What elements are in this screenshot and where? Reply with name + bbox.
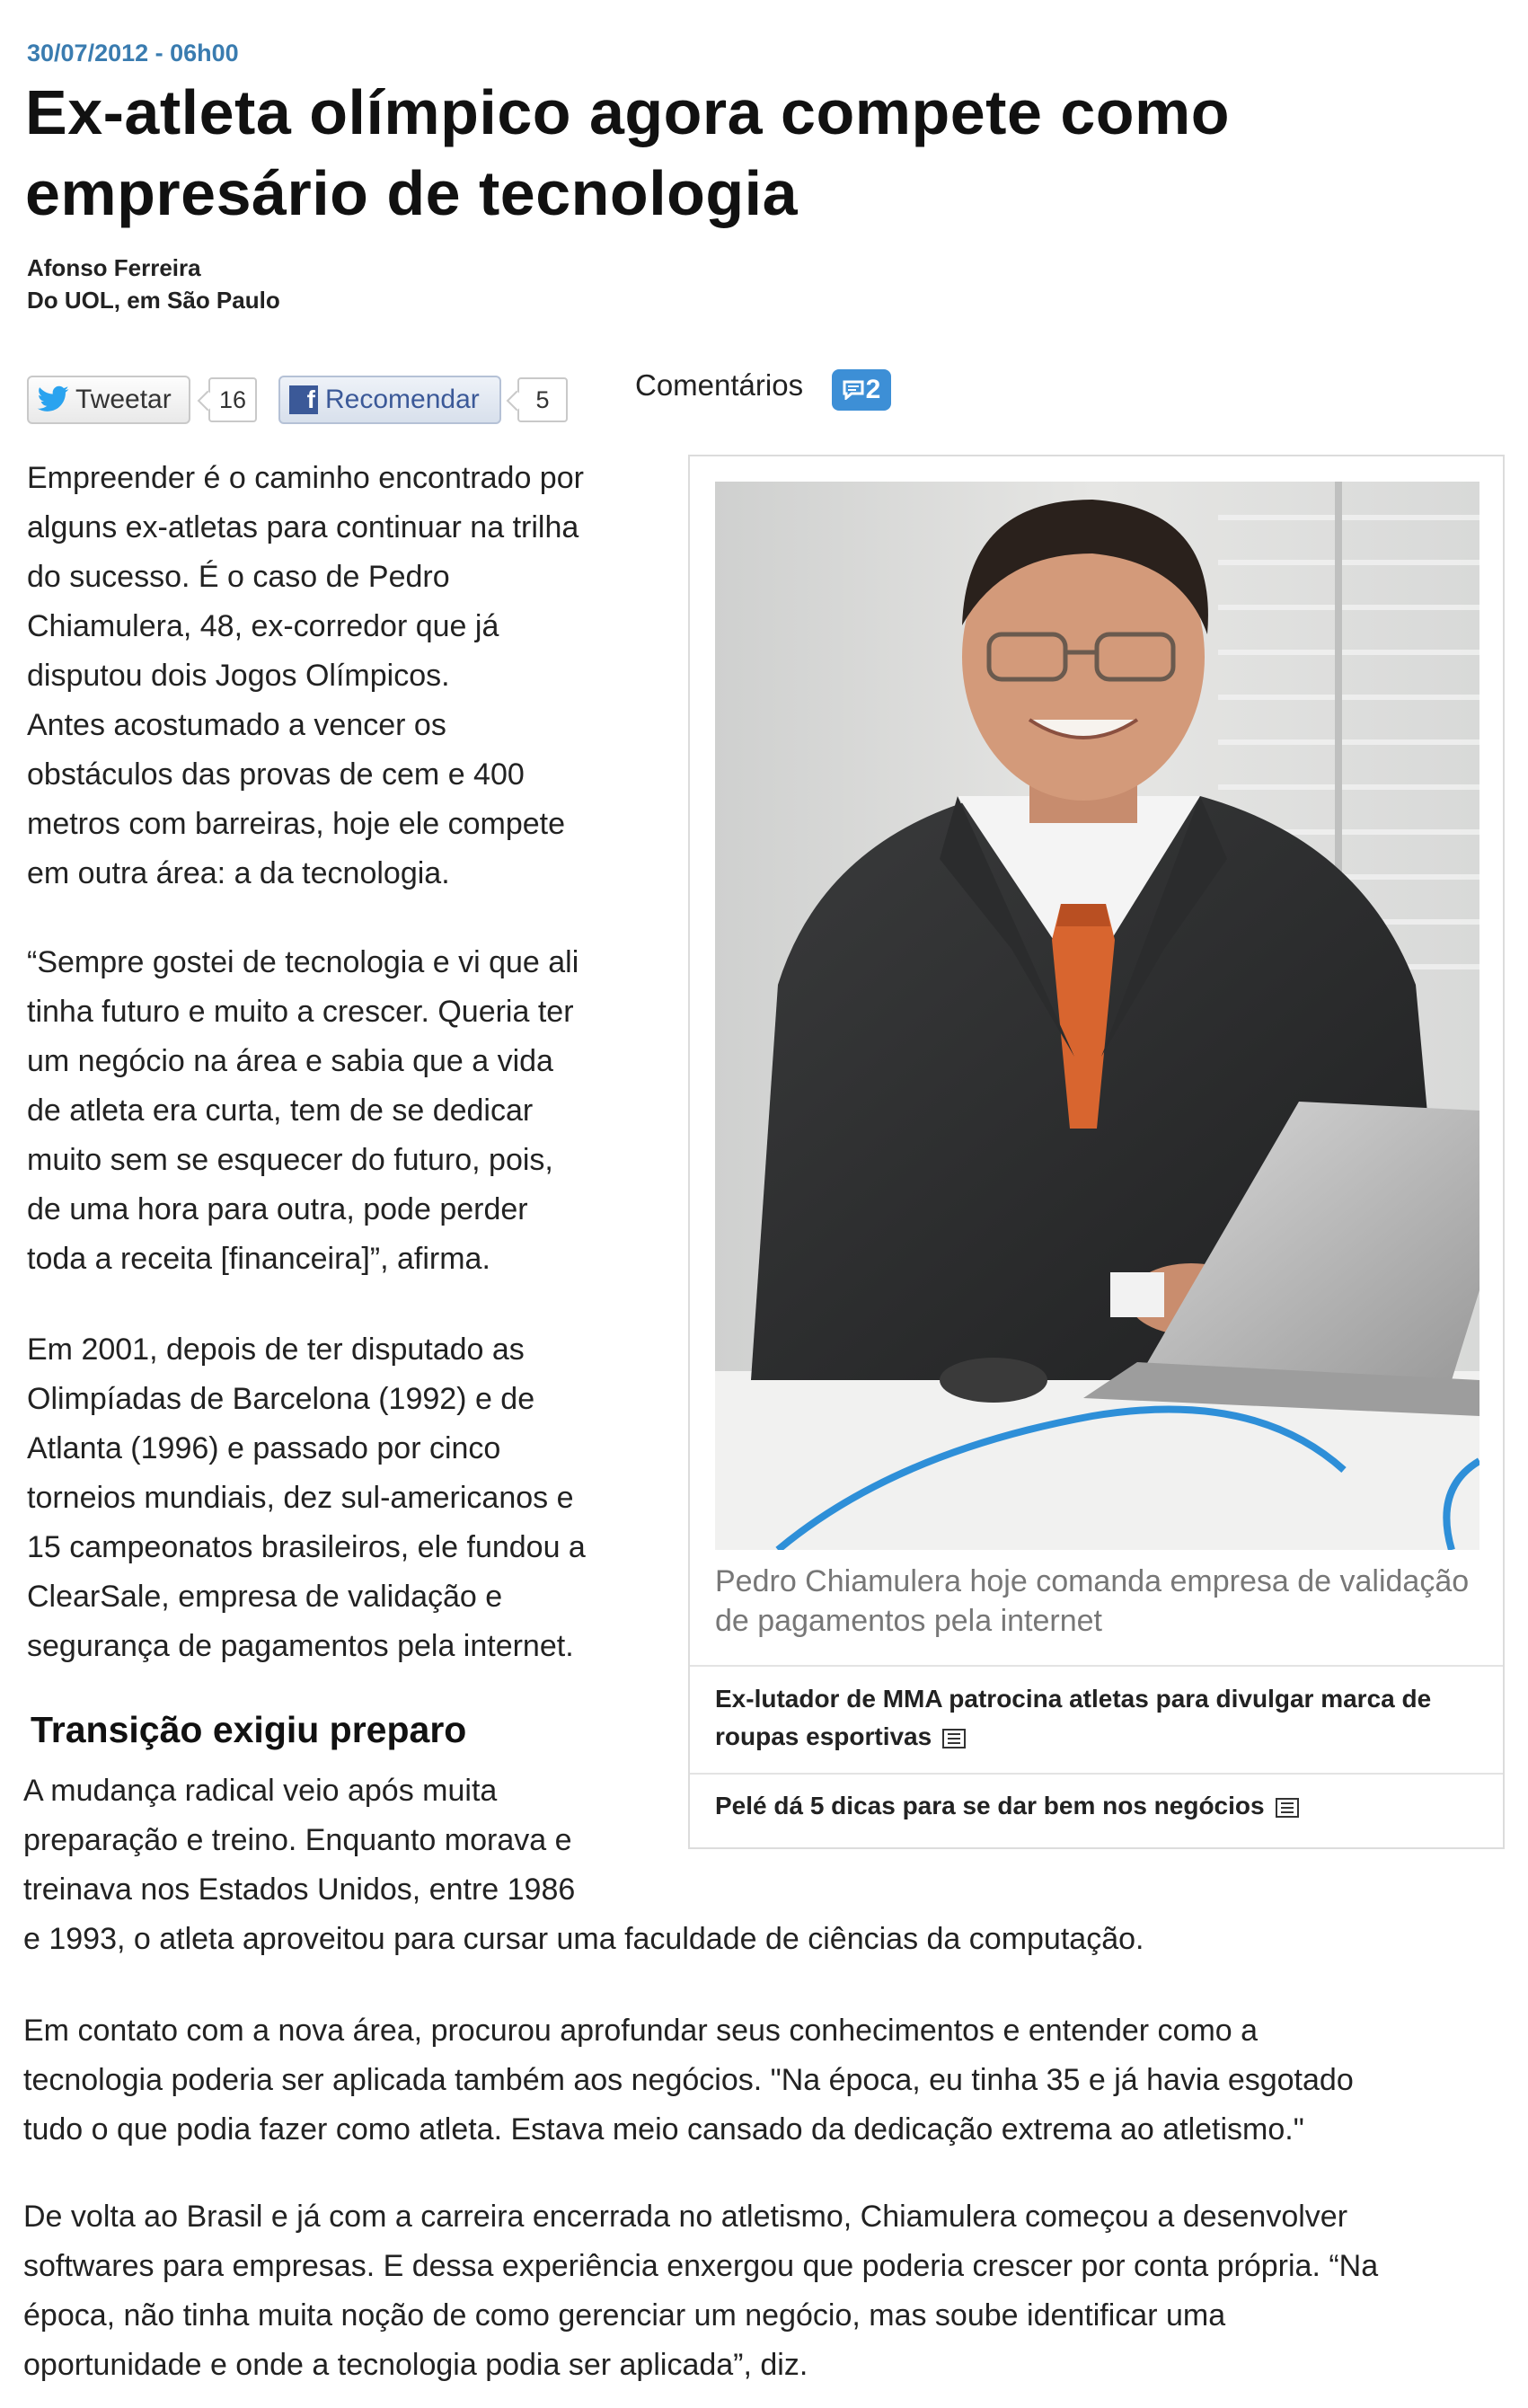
text-line: um negócio na área e sabia que a vida — [27, 1044, 553, 1078]
facebook-count: 5 — [517, 377, 568, 422]
text-line: obstáculos das provas de cem e 400 — [27, 757, 525, 792]
text-line: Antes acostumado a vencer os — [27, 708, 446, 742]
document-icon — [942, 1729, 966, 1748]
text-line: tinha futuro e muito a crescer. Queria ter — [27, 995, 574, 1029]
paragraph-1 — [27, 454, 584, 899]
related-link-label: Pelé dá 5 dicas para se dar bem nos negócios — [715, 1792, 1265, 1819]
text-line: ClearSale, empresa de validação e — [27, 1580, 503, 1614]
text-line: de uma hora para outra, pode perder — [27, 1192, 528, 1226]
text-line: Chiamulera, 48, ex-corredor que já — [27, 609, 499, 643]
text-line: treinava nos Estados Unidos, entre 1986 — [23, 1872, 576, 1907]
divider — [690, 1665, 1503, 1667]
author-name: Afonso Ferreira — [27, 254, 201, 281]
comments-link[interactable]: Comentários — [635, 368, 804, 402]
text-line: tudo o que podia fazer como atleta. Estava meio cansado da dedicação extrema ao atletismo." — [23, 2112, 1304, 2147]
related-link-2[interactable] — [715, 1787, 1479, 1825]
recommend-label: Recomendar — [325, 385, 480, 414]
text-line: torneios mundiais, dez sul-americanos e — [27, 1481, 574, 1515]
text-line: softwares para empresas. E dessa experiência enxergou que poderia crescer por conta própria. “Na — [23, 2249, 1379, 2283]
text-line: muito sem se esquecer do futuro, pois, — [27, 1143, 553, 1177]
related-link-label: Ex-lutador de MMA patrocina atletas para divulgar marca de roupas esportivas — [715, 1685, 1432, 1750]
text-line: em outra área: a da tecnologia. — [27, 856, 450, 890]
divider — [690, 1773, 1503, 1775]
byline — [27, 252, 280, 316]
tweet-button[interactable] — [27, 376, 190, 424]
text-line: metros com barreiras, hoje ele compete — [27, 807, 566, 841]
related-link-1[interactable] — [715, 1680, 1479, 1756]
text-line: época, não tinha muita noção de como gerenciar um negócio, mas soube identificar uma — [23, 2298, 1226, 2333]
text-line: Em 2001, depois de ter disputado as — [27, 1332, 525, 1367]
section-subheading: Transição exigiu preparo — [31, 1709, 467, 1750]
text-line: oportunidade e onde a tecnologia podia ser aplicada”, diz. — [23, 2348, 808, 2382]
paragraph-3 — [27, 1325, 586, 1671]
text-line: preparação e treino. Enquanto morava e — [23, 1823, 572, 1857]
text-line: De volta ao Brasil e já com a carreira encerrada no atletismo, Chiamulera começou a desenvolver — [23, 2200, 1348, 2234]
facebook-f-icon: f — [289, 385, 318, 414]
comments-count: 2 — [865, 375, 881, 404]
text-line: de atleta era curta, tem de se dedicar — [27, 1093, 534, 1128]
text-line: segurança de pagamentos pela internet. — [27, 1629, 574, 1663]
text-line: Empreender é o caminho encontrado por — [27, 461, 584, 495]
text-line: “Sempre gostei de tecnologia e vi que ali — [27, 945, 579, 979]
text-line: e 1993, o atleta aproveitou para cursar uma faculdade de ciências da computação. — [23, 1922, 1144, 1956]
article-photo[interactable] — [715, 482, 1479, 1550]
facebook-recommend-button[interactable] — [278, 376, 501, 424]
article-dateline: 30/07/2012 - 06h00 — [27, 40, 239, 66]
paragraph-6 — [23, 2192, 1378, 2390]
tweet-label: Tweetar — [75, 385, 172, 414]
tweet-count: 16 — [208, 377, 257, 422]
text-line: 15 campeonatos brasileiros, ele fundou a — [27, 1530, 586, 1564]
text-line: Olimpíadas de Barcelona (1992) e de — [27, 1382, 535, 1416]
document-icon — [1276, 1798, 1299, 1818]
twitter-bird-icon — [36, 385, 70, 414]
text-line: toda a receita [financeira]”, afirma. — [27, 1242, 490, 1276]
comments-count-badge[interactable] — [832, 369, 891, 411]
photo-caption: Pedro Chiamulera hoje comanda empresa de validação de pagamentos pela internet — [715, 1564, 1470, 1638]
text-line: A mudança radical veio após muita — [23, 1774, 498, 1808]
text-line: Atlanta (1996) e passado por cinco — [27, 1431, 501, 1465]
speech-bubble-icon — [843, 380, 864, 400]
text-line: disputou dois Jogos Olímpicos. — [27, 659, 450, 693]
paragraph-2 — [27, 938, 579, 1284]
author-location: Do UOL, em São Paulo — [27, 287, 280, 314]
paragraph-5 — [23, 2006, 1354, 2155]
text-line: alguns ex-atletas para continuar na trilha — [27, 510, 579, 544]
text-line: do sucesso. É o caso de Pedro — [27, 560, 450, 594]
text-line: tecnologia poderia ser aplicada também aos negócios. "Na época, eu tinha 35 e já havia esgotado — [23, 2063, 1354, 2097]
article-title: Ex-atleta olímpico agora compete como empresário de tecnologia — [25, 77, 1231, 228]
text-line: Em contato com a nova área, procurou aprofundar seus conhecimentos e entender como a — [23, 2014, 1259, 2048]
